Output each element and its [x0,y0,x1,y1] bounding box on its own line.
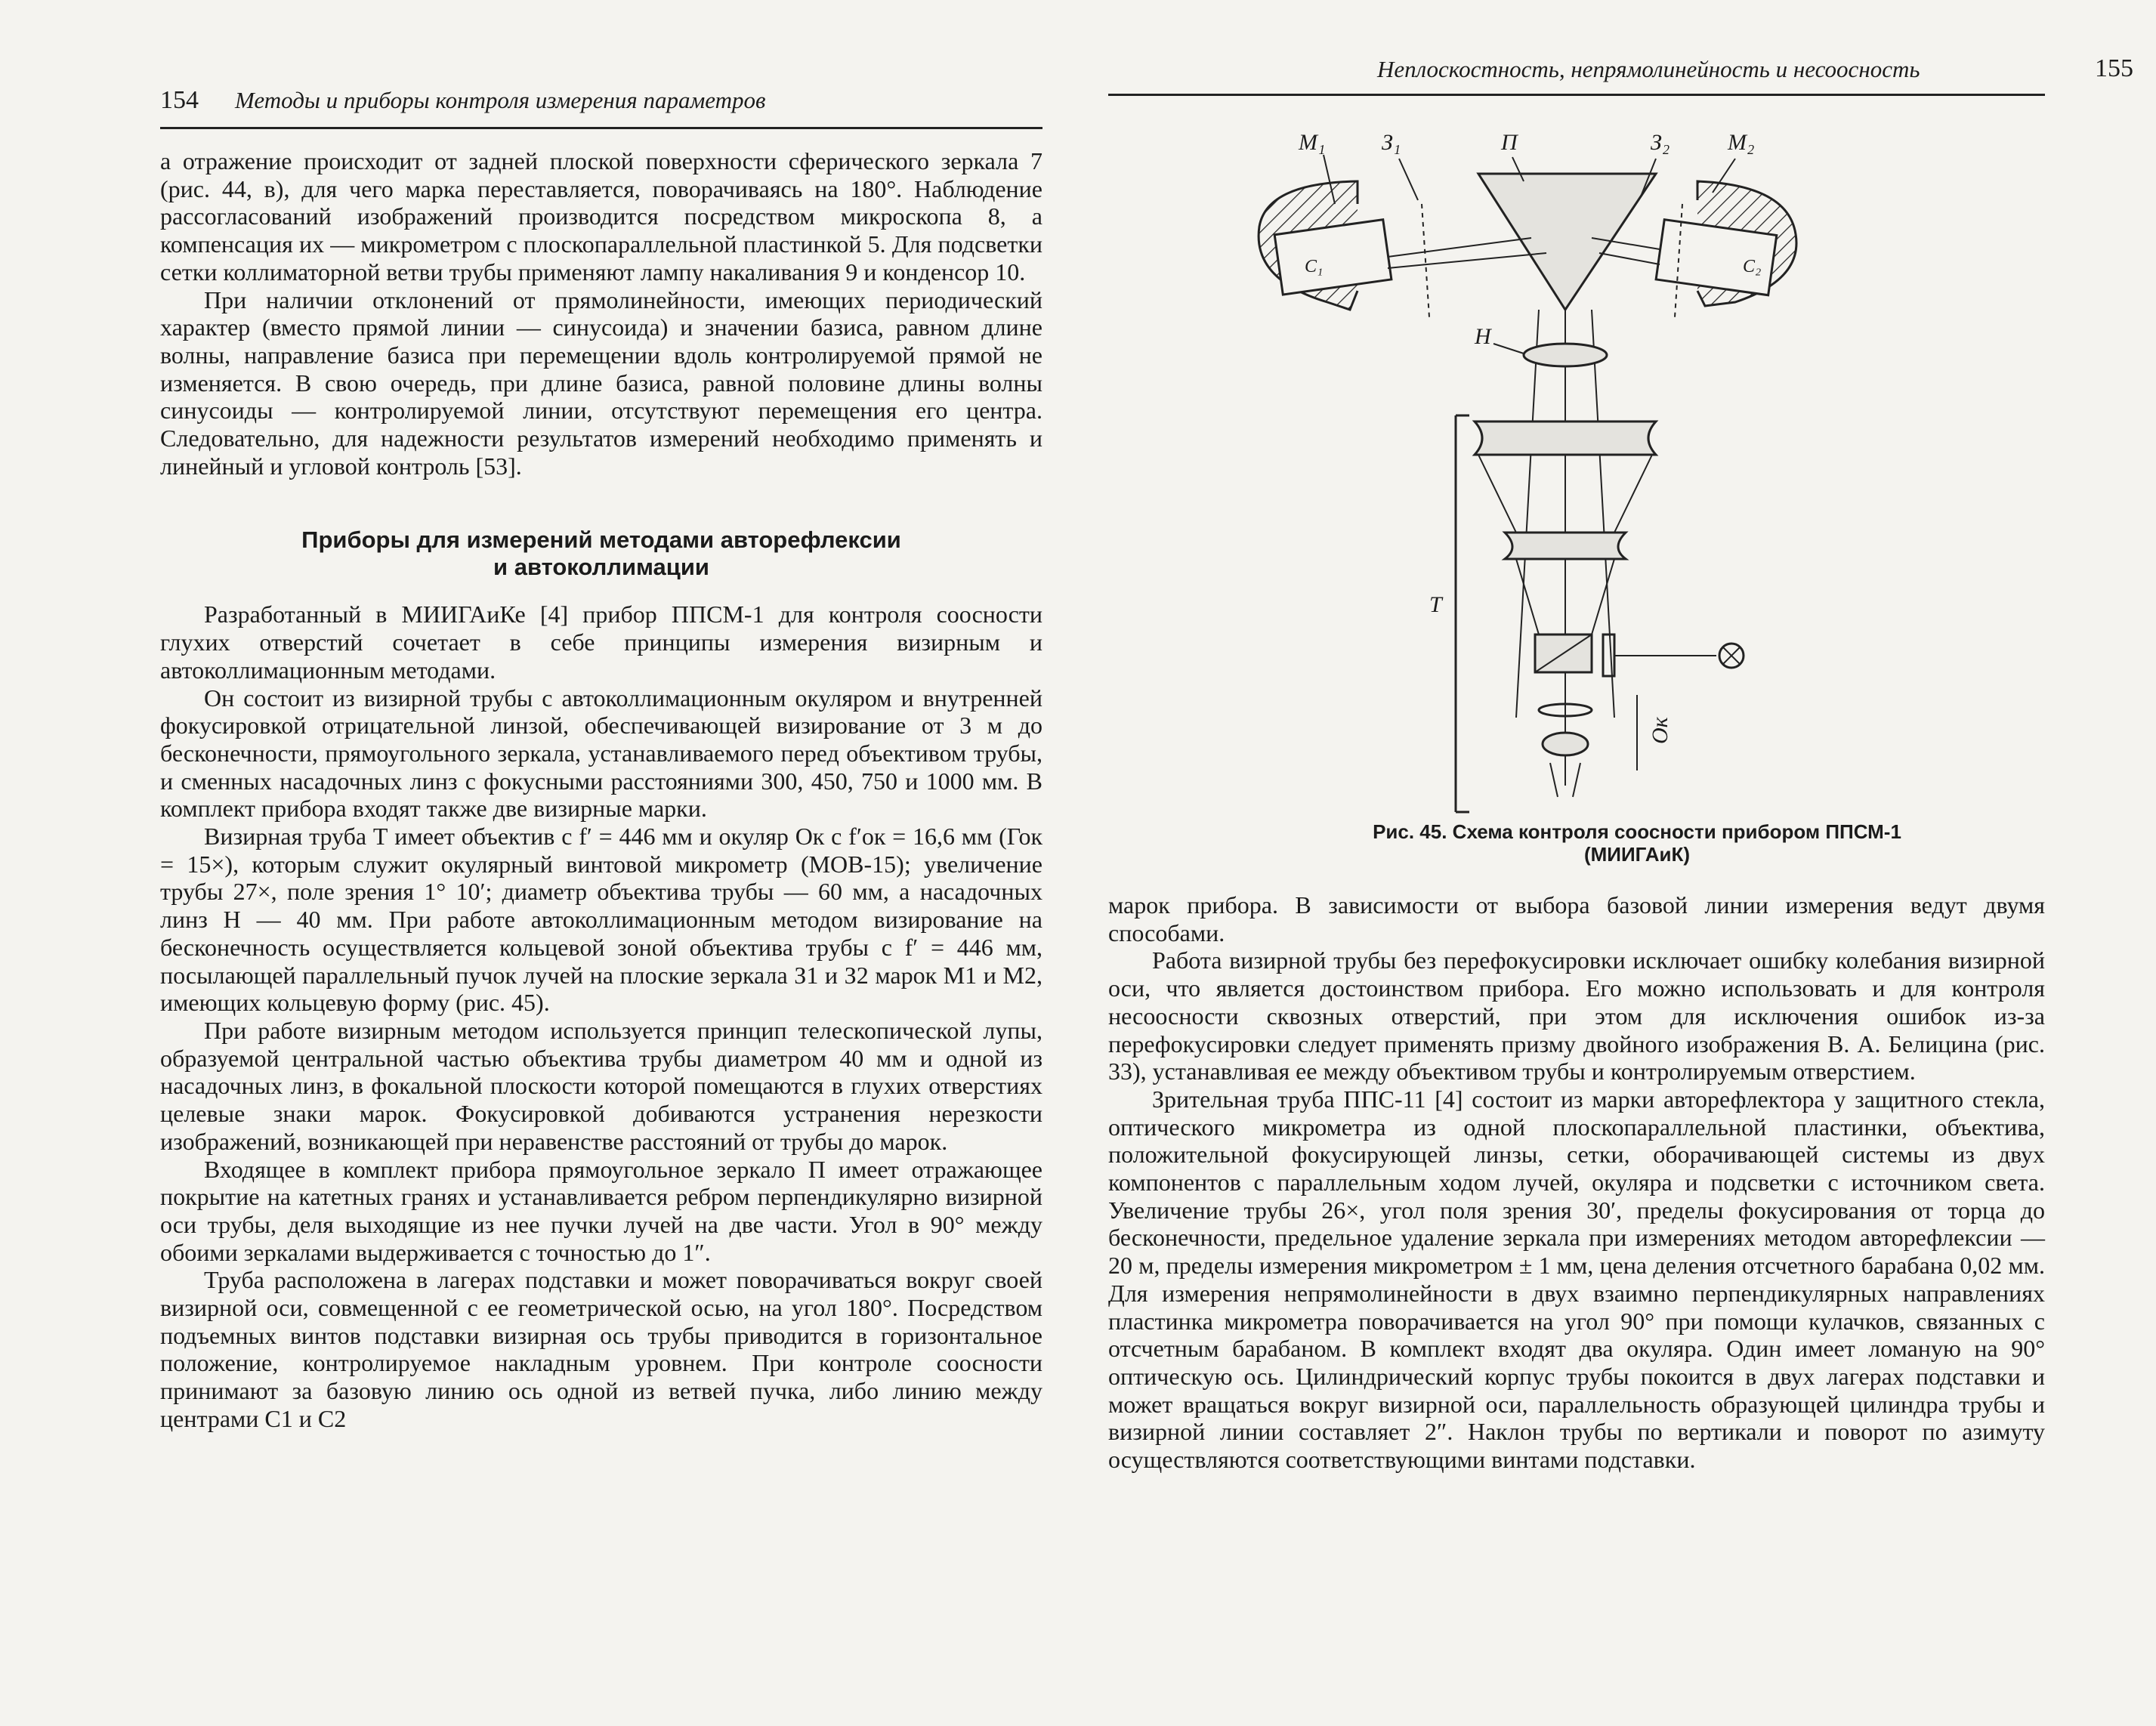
label-z2: З₂ [1651,130,1670,155]
section-heading-line2: и автоколлимации [493,554,709,581]
figure-caption [1206,820,2068,866]
focusing-lens [1505,533,1626,559]
left-paragraph-5: Визирная труба Т имеет объектив с f′ = 446 мм и окуляр Ок с f′ок = 16,6 мм (Гок = 15×), которым служит окулярный винтовой микрометр (МОВ-15); увеличение трубы 27×, поле зрения 1° 10′; диаметр объектива трубы — 60 мм, а насадочных линз Н — 40 мм. При работе автоколлимационным методом визирование на бесконечность осуществляется кольцевой зоной объектива трубы с f′ = 446 мм, посылающей параллельный пучок лучей на плоские зеркала З1 и З2 марок М1 и М2, имеющих кольцевую форму (рис. 45). [160,823,1042,1017]
figure-45-diagram [1214,113,1969,823]
objective-lens [1475,421,1656,455]
right-paragraph-3: Зрительная труба ППС-11 [4] состоит из марки авторефлектора у защитного стекла, оптического микрометра из одной плоскопараллельной пластинки, объектива, положительной фокусирующей линзы, сетки, оборачивающей системы из двух компонентов с параллельным ходом лучей, окуляра и подсветки с источником света. Увеличение трубы 26×, угол поля зрения 30′, пределы фокусирования от торца до бесконечности, предельное удаление зеркала при измерениях методом авторефлексии — 20 м, пределы измерения микрометром ± 1 мм, цена деления отсчетного барабана 0,02 мм. Для измерения непрямолинейности в двух взаимно перпендикулярных направлениях пластинка микрометра поворачивается на угол 90° при помощи кулачков, связанных с отсчетным барабаном. В комплект входят два окуляра. Один имеет ломаную на 90° оптическую ось. Цилиндрический корпус трубы покоится в двух лагерах подставки и может вращаться вокруг визирной оси, параллельность образующей цилиндра трубы и визирной линии составляет 2″. Наклон трубы по вертикали и поворот по азимуту осуществляются соответствующими винтами подставки. [1108,1085,2045,1474]
label-m1: М₁ [1299,130,1326,155]
left-running-head [160,86,765,115]
figure-caption-line2: (МИИГАиК) [1583,843,1691,866]
label-h: Н [1475,324,1491,349]
left-header-rule [160,127,1042,129]
label-z1: З₁ [1382,130,1401,155]
left-paragraph-7: Входящее в комплект прибора прямоугольное зеркало П имеет отражающее покрытие на катетных гранях и устанавливается ребром перпендикулярно визирной оси трубы, деля выходящие из нее пучки лучей на две части. Угол в 90° между обоими зеркалами выдерживается с точностью до 1″. [160,1155,1042,1266]
label-c1: С₁ [1305,257,1324,276]
label-t: Т [1429,592,1442,617]
right-running-head-title: Неплоскостность, непрямолинейность и несоосность [1377,56,1920,82]
figure-caption-line1: Рис. 45. Схема контроля соосности прибором ППСМ-1 [1373,820,1901,843]
left-paragraph-4: Он состоит из визирной трубы с автоколлимационным окуляром и внутренней фокусировкой отрицательной линзой, обеспечивающей визирование от 3 м до бесконечности, прямоугольного зеркала, устанавливаемого перед объективом трубы, и сменных насадочных линз с фокусными расстояниями 300, 450, 750 и 1000 мм. В комплект прибора входят также две визирные марки. [160,684,1042,823]
label-c2: С₂ [1743,257,1762,276]
lens-h [1524,344,1607,366]
section-heading-line1: Приборы для измерений методами авторефлексии [301,526,901,554]
left-paragraph-3: Разработанный в МИИГАиКе [4] прибор ППСМ-1 для контроля соосности глухих отверстий сочетает в себе принципы измерения визирным и автоколлимационным методами. [160,601,1042,684]
left-text-column [160,147,1042,1433]
left-paragraph-1: а отражение происходит от задней плоской поверхности сферического зеркала 7 (рис. 44, в), для чего марка переставляется, поворачиваясь на 180°. Наблюдение рассогласований изображений производится посредством микроскопа 8, а компенсация их — микрометром с плоскопараллельной пластинкой 5. Для подсветки сетки коллиматорной ветви трубы применяют лампу накаливания 9 и конденсор 10. [160,147,1042,286]
label-ok: Ок [1648,717,1673,744]
right-header-rule [1108,94,2045,96]
left-paragraph-8: Труба расположена в лагерах подставки и может поворачиваться вокруг своей визирной оси, совмещенной с ее геометрической осью, на угол 180°. Посредством подъемных винтов подставки визирная ось трубы приводится в горизонтальное положение, контролируемое накладным уровнем. При контроле соосности принимают за базовую линию ось одной из ветвей пучка, либо линию между центрами С1 и С2 [160,1266,1042,1432]
left-paragraph-6: При работе визирным методом используется принцип телескопической лупы, образуемой центральной частью объектива трубы диаметром 40 мм и одной из насадочных линз, в фокальной плоскости которой помещаются в глухих отверстиях целевые знаки марок. Фокусировкой добиваются устранения нерезкости изображений, возникающей при неравенстве расстояний от трубы до марок. [160,1016,1042,1155]
right-page-number: 155 [2095,54,2133,82]
right-paragraph-2: Работа визирной трубы без перефокусировки исключает ошибку колебания визирной оси, что является достоинством прибора. Его можно использовать и для контроля несоосности сквозных отверстий, при этом для исключения ошибок из-за перефокусировки следует применять призму двойного изображения В. А. Белицина (рис. 33), устанавливая ее между объективом трубы и контролируемым отверстием. [1108,946,2045,1085]
left-paragraph-2: При наличии отклонений от прямолинейности, имеющих периодический характер (вместо прямой линии — синусоида) и значении базиса, равном длине волны, направление базиса при перемещении вдоль контролируемой прямой не изменяется. В свою очередь, при длине базиса, равной половине длины волны синусоиды — контролируемой линии, отсутствуют перемещения его центра. Следовательно, для надежности результатов измерений необходимо применять и линейный и угловой контроль [53]. [160,286,1042,480]
right-paragraph-1: марок прибора. В зависимости от выбора базовой линии измерения ведут двумя способами. [1108,891,2045,946]
label-p: П [1501,130,1518,155]
right-text-column [1108,891,2045,1474]
left-page-number: 154 [160,86,199,114]
label-m2: М₂ [1728,130,1755,155]
left-running-head-title: Методы и приборы контроля измерения параметров [235,87,766,113]
right-page [1078,0,2156,1726]
